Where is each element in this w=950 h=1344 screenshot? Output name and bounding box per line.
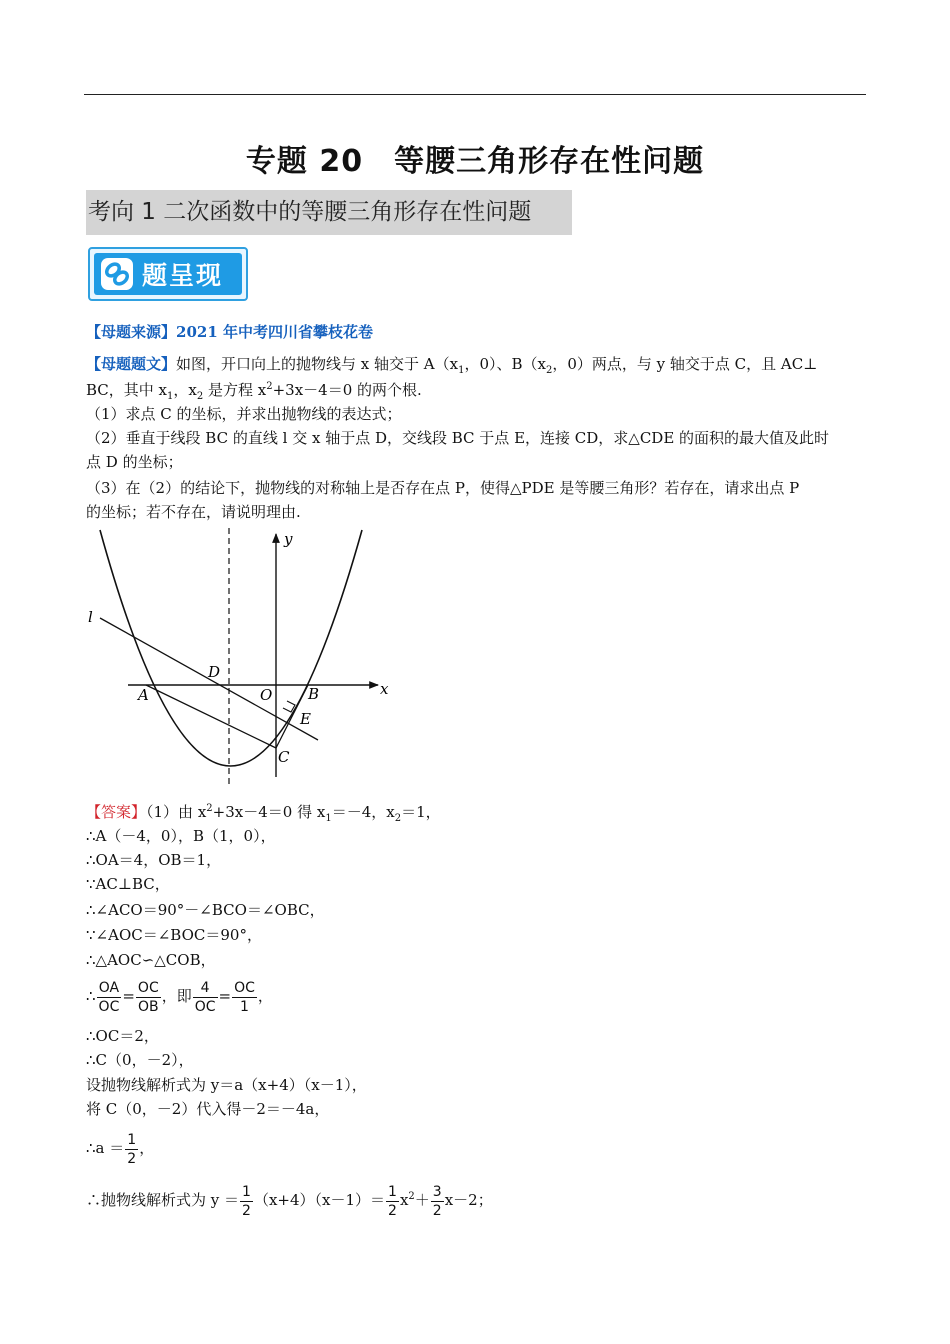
equals-sign: =: [122, 987, 135, 1005]
statement-label: 【母题题文】: [86, 355, 177, 373]
denominator: 2: [242, 1202, 251, 1219]
answer-text: ，: [257, 987, 273, 1005]
statement-text: BC，其中 x: [86, 381, 168, 399]
numerator: OC: [137, 979, 159, 996]
numerator: 1: [388, 1183, 397, 1200]
numerator: 4: [193, 979, 218, 998]
parabola-curve: [100, 530, 362, 766]
fraction-oc-ob: [136, 979, 161, 1016]
answer-text: +3x－4＝0 得 x: [212, 803, 326, 821]
label-x: x: [380, 680, 389, 698]
subscript: 1: [325, 813, 332, 824]
numerator: OC: [234, 979, 255, 996]
answer-line-3: ∴OA＝4，OB＝1，: [86, 851, 222, 869]
superscript: 2: [266, 381, 273, 392]
fraction-oa-oc: [97, 979, 122, 1016]
chain-link-icon: [100, 257, 134, 291]
denominator: OB: [138, 998, 159, 1015]
label-o: O: [260, 686, 273, 704]
answer-text: （x+4）（x－1）＝: [253, 1191, 386, 1209]
denominator: 1: [240, 998, 249, 1015]
answer-line-5: ∴∠ACO＝90°－∠BCO＝∠OBC，: [86, 901, 325, 919]
answer-text: ，: [139, 1139, 155, 1157]
answer-text: ＝1，: [401, 803, 441, 821]
question-2-line-1: （2）垂直于线段 BC 的直线 l 交 x 轴于点 D，交线段 BC 于点 E，连接 CD，求△CDE 的面积的最大值及此时: [86, 429, 830, 447]
statement-line-2: [86, 380, 422, 400]
answer-text: x: [399, 1191, 409, 1209]
answer-text: ＝－4，x: [331, 803, 395, 821]
label-e: E: [300, 710, 311, 728]
answer-label: 【答案】: [86, 803, 147, 821]
answer-line-11: 设抛物线解析式为 y＝a（x+4）（x－1），: [86, 1076, 367, 1094]
plus-sign: ＋: [414, 1191, 430, 1209]
numerator: 1: [127, 1131, 137, 1148]
statement-text: ，0）两点，与 y 轴交于点 C，且 AC⊥: [552, 355, 818, 373]
label-y: y: [284, 530, 293, 548]
source-label: 【母题来源】: [86, 323, 177, 341]
answer-line-7: ∴△AOC∽△COB，: [86, 951, 216, 969]
statement-text: +3x－4＝0 的两个根.: [272, 381, 422, 399]
fraction-1-2: [125, 1131, 138, 1168]
label-d: D: [208, 663, 221, 681]
subscript: 2: [545, 365, 553, 376]
question-3-line-2: 的坐标；若不存在，请说明理由.: [86, 503, 301, 521]
answer-line-9: ∴OC＝2，: [86, 1027, 159, 1045]
page-title: 专题 20 等腰三角形存在性问题: [245, 144, 705, 179]
numerator: OA: [97, 979, 122, 998]
denominator: OC: [194, 998, 216, 1015]
problem-badge: [88, 247, 248, 301]
header-rule: [84, 94, 866, 95]
statement-text: 是方程 x: [203, 381, 267, 399]
fraction-half-a: [240, 1183, 253, 1220]
fraction-4-oc: [193, 979, 218, 1016]
denominator: 2: [127, 1150, 137, 1167]
numerator: 3: [432, 1183, 442, 1200]
answer-text: （1）由 x: [146, 803, 207, 821]
superscript: 2: [206, 803, 213, 814]
parabola-figure: [86, 522, 396, 790]
subscript: 2: [196, 391, 204, 402]
subscript: 1: [167, 391, 174, 402]
segment-ac: [146, 685, 276, 748]
statement-text: ，x: [173, 381, 197, 399]
answer-line-6: ∵∠AOC＝∠BOC＝90°，: [86, 926, 262, 944]
statement-text: 如图，开口向上的抛物线与 x 轴交于 A（x: [176, 355, 459, 373]
numerator: 1: [242, 1183, 251, 1200]
badge-label: 题呈现: [142, 261, 224, 290]
answer-text: ∴: [86, 987, 96, 1005]
question-2-line-2: 点 D 的坐标；: [86, 453, 183, 471]
label-a: A: [138, 686, 149, 704]
denominator: OC: [98, 998, 120, 1015]
fraction-oc-1: [232, 979, 257, 1016]
fraction-three-halves: [431, 1183, 444, 1220]
statement-line-1: [86, 354, 817, 374]
answer-text: ∴a ＝: [86, 1139, 125, 1157]
label-c: C: [278, 748, 290, 766]
fraction-half-b: [386, 1183, 399, 1220]
subscript: 1: [458, 365, 465, 376]
question-3-line-1: （3）在（2）的结论下，抛物线的对称轴上是否存在点 P，使得△PDE 是等腰三角形？若存在，请求出点 P: [86, 479, 800, 497]
answer-line-10: ∴C（0，－2），: [86, 1051, 194, 1069]
answer-line-2: ∴A（－4，0），B（1，0），: [86, 827, 276, 845]
label-b: B: [308, 685, 320, 703]
section-heading: 考向 1 二次函数中的等腰三角形存在性问题: [86, 190, 572, 235]
denominator: 2: [432, 1202, 442, 1219]
answer-text: ∴抛物线解析式为 y ＝: [86, 1191, 240, 1209]
answer-line-13: [86, 1128, 154, 1168]
answer-line-8: [86, 976, 273, 1016]
superscript: 2: [408, 1191, 415, 1202]
answer-line-12: 将 C（0，－2）代入得－2＝－4a，: [86, 1100, 330, 1118]
answer-text: x－2；: [444, 1191, 493, 1209]
answer-line-1: [86, 802, 441, 822]
statement-text: ，0）、B（x: [464, 355, 546, 373]
source-line: [86, 322, 373, 342]
source-text: 2021 年中考四川省攀枝花卷: [176, 323, 373, 341]
equals-sign: =: [218, 987, 232, 1005]
denominator: 2: [388, 1202, 397, 1219]
answer-line-14: [86, 1180, 493, 1220]
question-1: （1）求点 C 的坐标，并求出抛物线的表达式；: [86, 405, 402, 423]
label-l: l: [88, 608, 93, 626]
answer-line-4: ∵AC⊥BC，: [86, 875, 170, 893]
subscript: 2: [394, 813, 402, 824]
right-angle-mark: [283, 701, 295, 712]
badge-inner: [94, 253, 242, 295]
answer-text: ，即: [161, 987, 192, 1005]
